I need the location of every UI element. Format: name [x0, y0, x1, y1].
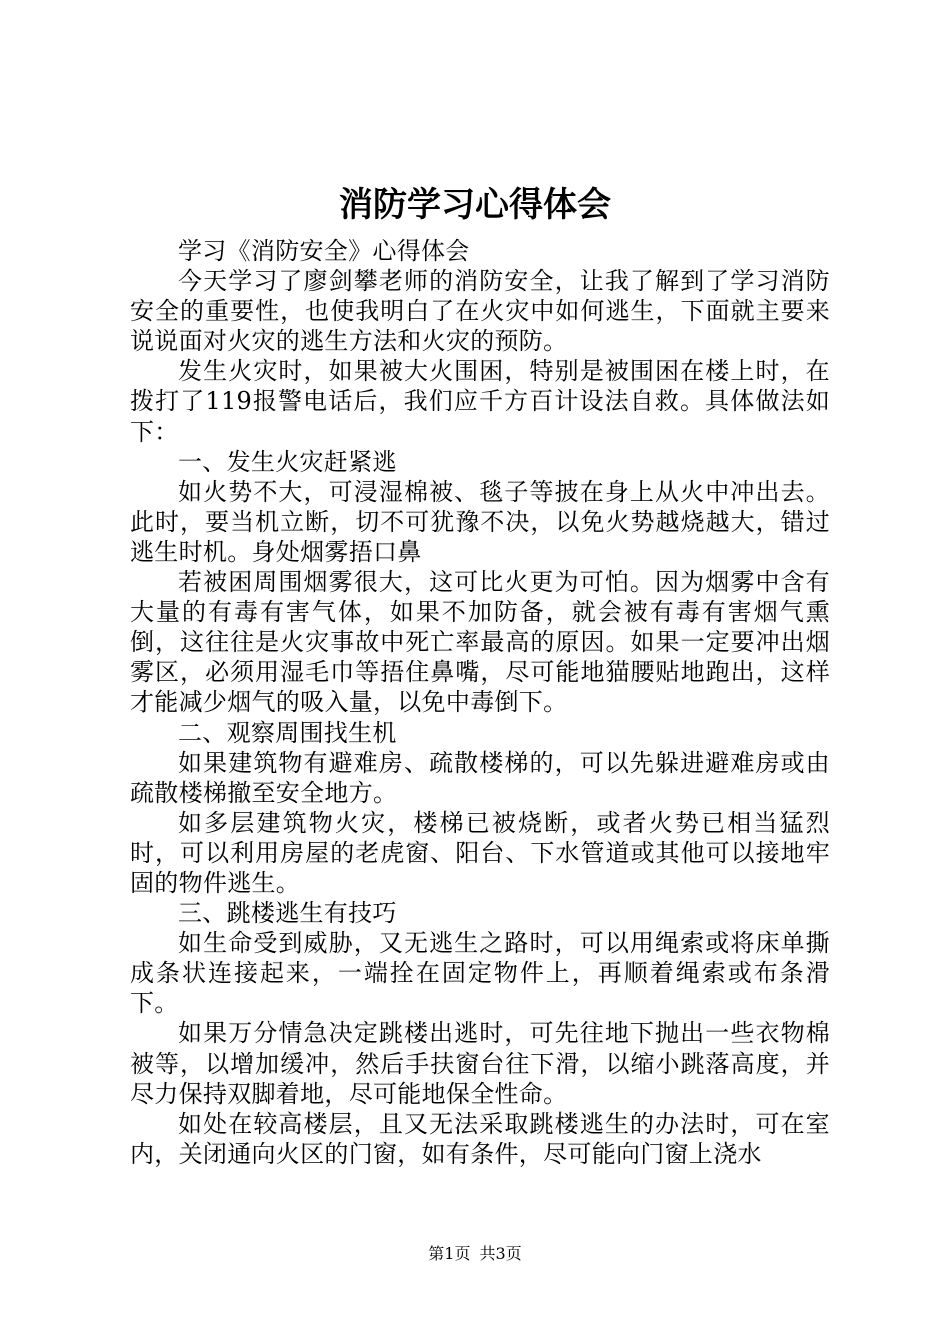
- page-number: 第1页: [428, 1244, 471, 1263]
- page-footer: [0, 1244, 950, 1264]
- document-body: [130, 236, 830, 1169]
- paragraph: 如果建筑物有避难房、疏散楼梯的，可以先躲进避难房或由疏散楼梯撤至安全地方。: [130, 748, 830, 807]
- page-total: 共3页: [479, 1244, 522, 1263]
- document-title: 消防学习心得体会: [339, 185, 611, 225]
- section-heading: 一、发生火灾赶紧逃: [178, 447, 397, 476]
- paragraph: 如多层建筑物火灾，楼梯已被烧断，或者火势已相当猛烈时，可以利用房屋的老虎窗、阳台、下水管道或其他可以接地牢固的物件逃生。: [130, 808, 830, 897]
- section-heading: 三、跳楼逃生有技巧: [178, 899, 397, 928]
- paragraph: 发生火灾时，如果被大火围困，特别是被围困在楼上时，在拨打了119报警电话后，我们应千方百计设法自救。具体做法如下：: [130, 357, 830, 446]
- paragraph: 如处在较高楼层，且又无法采取跳楼逃生的办法时，可在室内，关闭通向火区的门窗，如有条件，尽可能向门窗上浇水: [130, 1109, 830, 1168]
- paragraph: 如果万分情急决定跳楼出逃时，可先往地下抛出一些衣物棉被等，以增加缓冲，然后手扶窗台往下滑，以缩小跳落高度，并尽力保持双脚着地，尽可能地保全性命。: [130, 1019, 830, 1108]
- paragraph: 今天学习了廖剑攀老师的消防安全，让我了解到了学习消防安全的重要性，也使我明白了在火灾中如何逃生，下面就主要来说说面对火灾的逃生方法和火灾的预防。: [130, 267, 830, 356]
- paragraph: 如生命受到威胁，又无逃生之路时，可以用绳索或将床单撕成条状连接起来，一端拴在固定物件上，再顺着绳索或布条滑下。: [130, 929, 830, 1018]
- paragraph: 若被困周围烟雾很大，这可比火更为可怕。因为烟雾中含有大量的有毒有害气体，如果不加防备，就会被有毒有害烟气熏倒，这往往是火灾事故中死亡率最高的原因。如果一定要冲出烟雾区，必须用湿毛巾等捂住鼻嘴，尽可能地猫腰贴地跑出，这样才能减少烟气的吸入量，以免中毒倒下。: [130, 568, 830, 717]
- paragraph: 如火势不大，可浸湿棉被、毯子等披在身上从火中冲出去。此时，要当机立断，切不可犹豫不决，以免火势越烧越大，错过逃生时机。身处烟雾捂口鼻: [130, 477, 830, 566]
- paragraph: 学习《消防安全》心得体会: [178, 237, 470, 265]
- section-heading: 二、观察周围找生机: [178, 718, 397, 747]
